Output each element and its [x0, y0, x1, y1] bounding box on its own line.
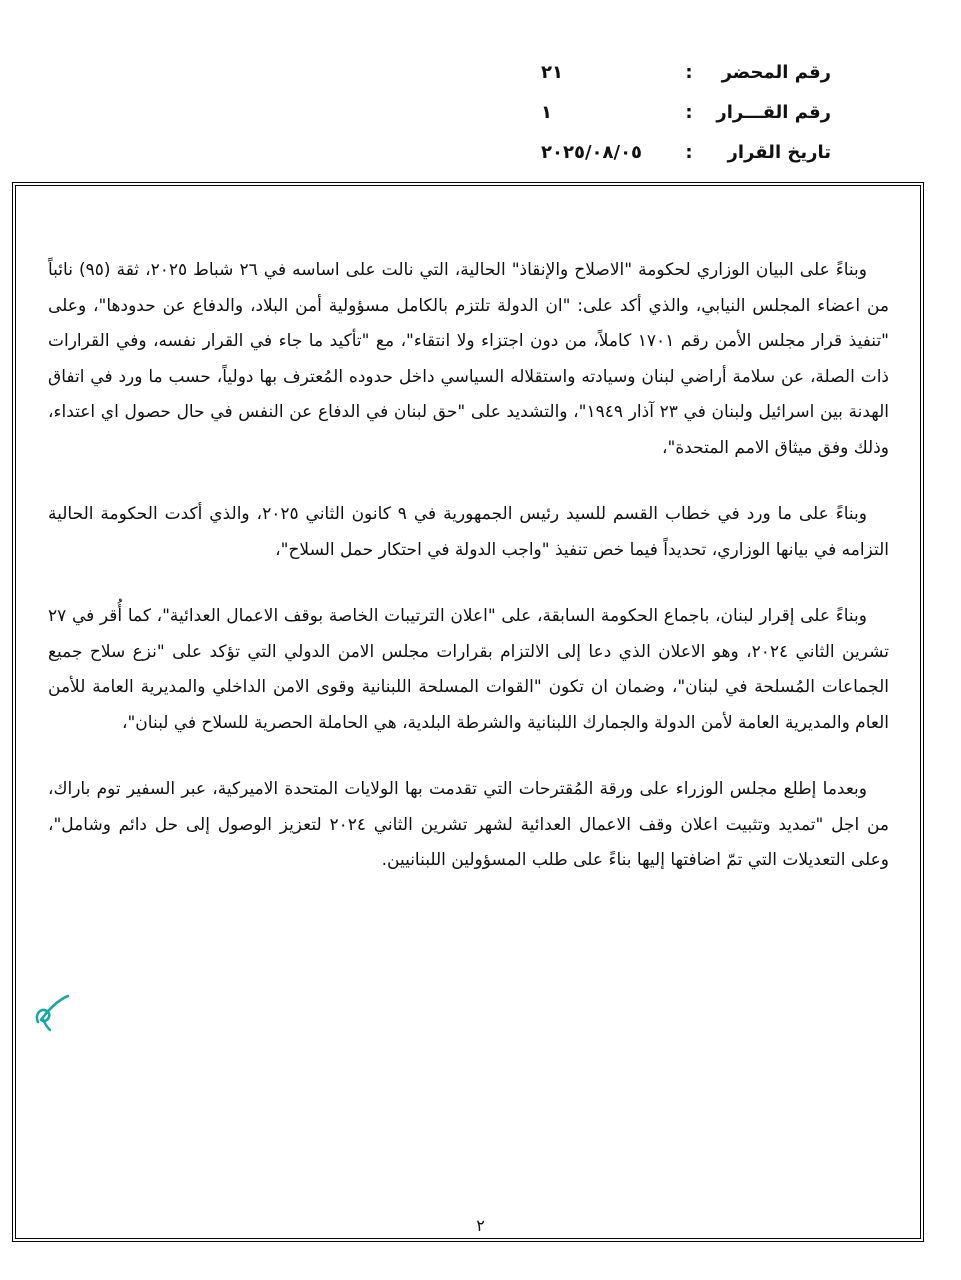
decision-body	[48, 253, 889, 910]
page-number: ٢	[476, 1216, 485, 1235]
paragraph-ministerial-statement: وبناءً على البيان الوزاري لحكومة "الاصلاح والإنقاذ" الحالية، التي نالت على اساسه في ٢٦ شباط ٢٠٢٥، ثقة (٩٥) نائباً من اعضاء المجلس النيابي، والذي أكد على: "ان الدولة تلتزم بالكامل مسؤولية أمن البلاد، والدفاع عن حدودها"، وعلى "تنفيذ قرار مجلس الأمن رقم ١٧٠١ كاملاً، من دون اجتزاء ولا انتقاء"، مع "تأكيد ما جاء في القرار نفسه، وفي القرارات ذات الصلة، عن سلامة أراضي لبنان وسيادته واستقلاله السياسي داخل حدوده المُعترف بها دولياً، حسب ما ورد في اتفاق الهدنة بين اسرائيل ولبنان في ٢٣ آذار ١٩٤٩"، والتشديد على "حق لبنان في الدفاع عن النفس في حال حصول اي اعتداء، وذلك وفق ميثاق الامم المتحدة"،	[48, 260, 889, 458]
decision-number-label: رقم القـــرار	[716, 102, 831, 123]
minutes-number-colon: :	[685, 62, 693, 83]
paragraph-oath-speech: وبناءً على ما ورد في خطاب القسم للسيد رئيس الجمهورية في ٩ كانون الثاني ٢٠٢٥، والذي أكدت الحكومة الحالية التزامه في بيانها الوزاري، تحديداً فيما خص تنفيذ "واجب الدولة في احتكار حمل السلاح"،	[48, 504, 889, 560]
decision-date-colon: :	[685, 142, 693, 163]
handwritten-initials-icon	[28, 986, 72, 1032]
decision-date-value: ٢٠٢٥/٠٨/٠٥	[541, 142, 643, 163]
decision-header	[541, 62, 831, 182]
minutes-number-label: رقم المحضر	[721, 62, 831, 83]
decision-number-colon: :	[685, 102, 693, 123]
minutes-number-row	[541, 62, 831, 102]
paragraph-cessation-arrangements: وبناءً على إقرار لبنان، باجماع الحكومة السابقة، على "اعلان الترتيبات الخاصة بوقف الاعمال العدائية"، كما أُقر في ٢٧ تشرين الثاني ٢٠٢٤، وهو الاعلان الذي دعا إلى الالتزام بقرارات مجلس الامن الدولي التي تؤكد على "نزع سلاح جميع الجماعات المُسلحة في لبنان"، وضمان ان تكون "القوات المسلحة اللبنانية وقوى الامن الداخلي والمديرية العامة للأمن العام والمديرية العامة لأمن الدولة والجمارك اللبنانية والشرطة البلدية، هي الحاملة الحصرية للسلاح في لبنان"،	[48, 606, 889, 733]
paragraph-us-proposal: وبعدما إطلع مجلس الوزراء على ورقة المُقترحات التي تقدمت بها الولايات المتحدة الاميركية، عبر السفير توم باراك، من اجل "تمديد وتثبيت اعلان وقف الاعمال العدائية لشهر تشرين الثاني ٢٠٢٤ لتعزيز الوصول إلى حل دائم وشامل"، وعلى التعديلات التي تمّ اضافتها إليها بناءً على طلب المسؤولين اللبنانيين.	[48, 779, 889, 870]
decision-number-row	[541, 102, 831, 142]
decision-date-label: تاريخ القرار	[727, 142, 831, 163]
decision-date-row	[541, 142, 831, 182]
minutes-number-value: ٢١	[541, 62, 563, 83]
decision-number-value: ١	[541, 102, 552, 123]
